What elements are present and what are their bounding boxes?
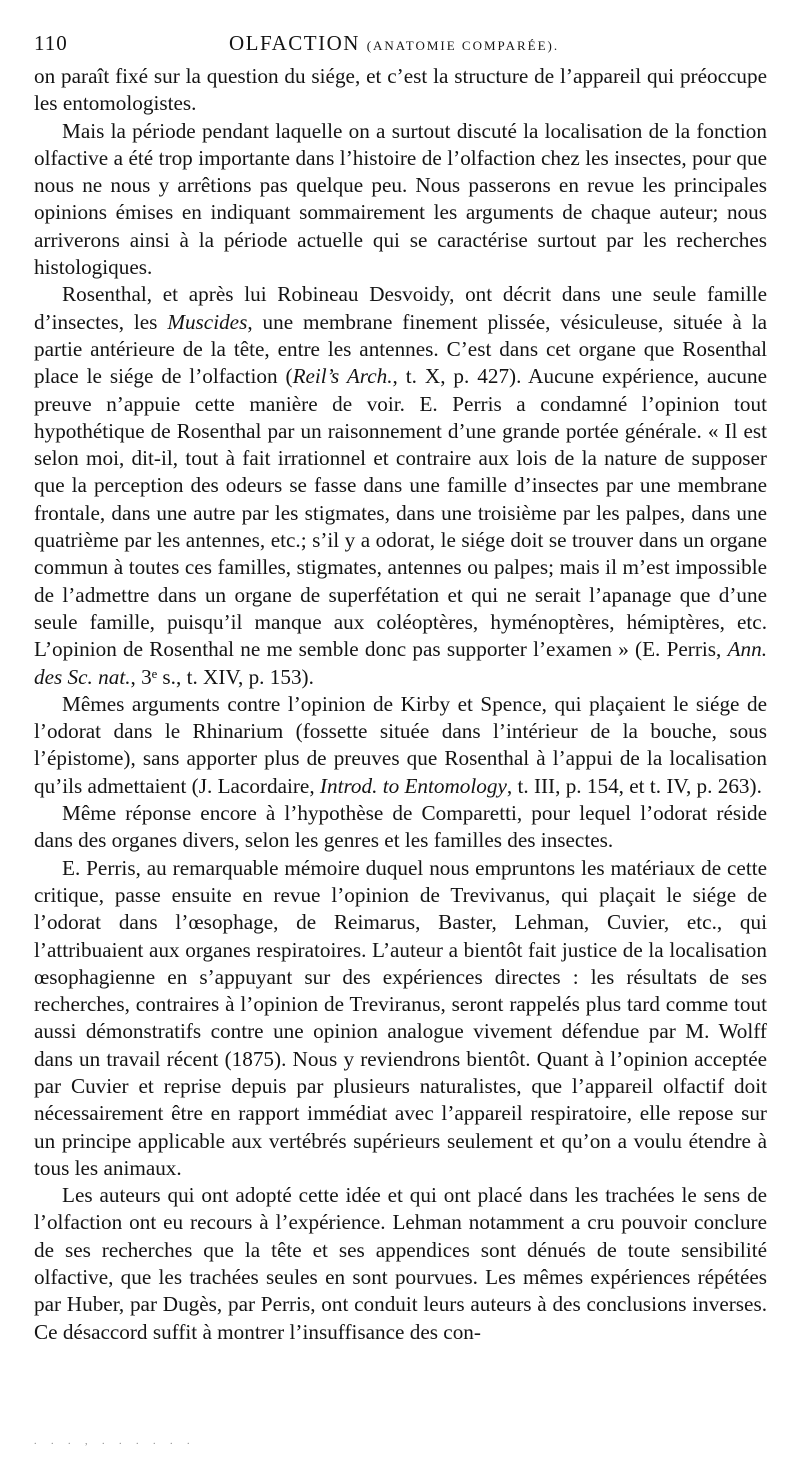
paragraph [34, 691, 767, 800]
footer-marks: . . . , . . . . . . [34, 1436, 196, 1447]
paragraph [34, 281, 767, 690]
running-subtitle: (ANATOMIE COMPARÉE). [366, 38, 560, 53]
text-run: , une membrane finement plissée, vésiculeuse, située à la partie antérieure de la tête, entre les antennes. C’est dans cet organe que Rosenthal place le siége de l’olfaction ( [34, 309, 767, 389]
text-run: Mêmes arguments contre l’opinion de Kirby et Spence, qui plaçaient le siége de l’odorat dans le Rhinarium (fossette située dans l’intérieur de la bouche, sous l’épistome), sans apporter plus de preuves que Rosenthal à l’appui de la localisation qu’ils admettaient (J. Lacordaire, [34, 691, 767, 798]
paragraph [34, 855, 767, 1183]
italic-text: Introd. to Entomology [319, 773, 507, 798]
italic-text: Muscides [167, 309, 248, 334]
text-run: , 3ᵉ s., t. XIV, p. 153). [130, 664, 314, 689]
text-run: on paraît fixé sur la question du siége, et c’est la structure de l’appareil qui préoccupe les entomologistes. [34, 64, 767, 116]
text-run: Même réponse encore à l’hypothèse de Comparetti, pour lequel l’odorat réside dans des organes divers, selon les genres et les familles des insectes. [34, 801, 767, 853]
body-text [34, 63, 767, 1346]
paragraph [34, 63, 767, 118]
paragraph [34, 800, 767, 855]
paragraph [34, 118, 767, 282]
text-run: , t. III, p. 154, et t. IV, p. 263). [506, 773, 762, 798]
running-title: OLFACTION [229, 31, 360, 55]
italic-text: Reil’s Arch. [292, 364, 393, 389]
text-run: , t. X, p. 427). Aucune expérience, aucune preuve n’appuie cette manière de voir. E. Perris a condamné l’opinion tout hypothétique de Rosenthal par un raisonnement d’une grande portée générale. « Il est selon moi, dit-il, tout à fait irrationnel et contraire aux lois de la nature de supposer que la perception des odeurs se fasse dans une famille d’insectes par une membrane frontale, dans une autre par les stigmates, dans une troisième par les palpes, dans une quatrième par les antennes, etc.; s’il y a odorat, le siége doit se trouver dans un organe commun à toutes ces familles, stigmates, antennes ou palpes; mais il m’est impossible de l’admettre dans un organe de superfétation et qui ne serait l’apanage que d’une seule famille, puisqu’il manque aux coléoptères, hyménoptères, hémiptères, etc. L’opinion de Rosenthal ne me semble donc pas supporter l’examen » (E. Perris, [34, 364, 768, 662]
running-head [229, 28, 559, 61]
text-run: Mais la période pendant laquelle on a surtout discuté la localisation de la fonction olfactive a été trop importante dans l’histoire de l’olfaction chez les insectes, pour que nous ne nous y arrêtions pas quelque peu. Nous passerons en revue les principales opinions émises en indiquant sommairement les arguments de chaque auteur; nous arriverons ainsi à la période actuelle qui se caractérise surtout par les recherches histologiques. [34, 118, 767, 280]
text-run: Les auteurs qui ont adopté cette idée et qui ont placé dans les trachées le sens de l’olfaction ont eu recours à l’expérience. Lehman notamment a cru pouvoir conclure de ses recherches que la tête et ses appendices sont dénués de toute sensibilité olfactive, que les trachées seules en sont pourvues. Les mêmes expériences répétées par Huber, par Dugès, par Perris, ont conduit leurs auteurs à des conclusions inverses. Ce désaccord suffit à montrer l’insuffisance des con- [34, 1183, 767, 1344]
text-run: E. Perris, au remarquable mémoire duquel nous empruntons les matériaux de cette critique, passe ensuite en revue l’opinion de Trevivanus, qui plaçait le siége de l’odorat dans l’œsophage, de Reimarus, Baster, Lehman, Cuvier, etc., qui l’attribuaient aux organes respiratoires. L’auteur a bientôt fait justice de la localisation œsophagienne en s’appuyant sur des expériences directes : les résultats de ses recherches, contraires à l’opinion de Treviranus, seront rappelés plus tard comme tout aussi démonstratifs contre une opinion analogue vivement défendue par M. Wolff dans un travail récent (1875). Nous y reviendrons bientôt. Quant à l’opinion acceptée par Cuvier et reprise depuis par plusieurs naturalistes, que l’appareil olfactif doit nécessairement être en rapport immédiat avec l’appareil respiratoire, elle repose sur un principe applicable aux vertébrés supérieurs seulement et qu’on a voulu étendre à tous les animaux. [34, 855, 767, 1180]
page-header [34, 28, 770, 58]
italic-text: Ann. des Sc. nat. [34, 637, 767, 689]
text-run: Rosenthal, et après lui Robineau Desvoidy, ont décrit dans une seule famille d’insectes, les [34, 282, 767, 334]
paragraph [34, 1182, 767, 1346]
page-number: 110 [34, 31, 68, 55]
